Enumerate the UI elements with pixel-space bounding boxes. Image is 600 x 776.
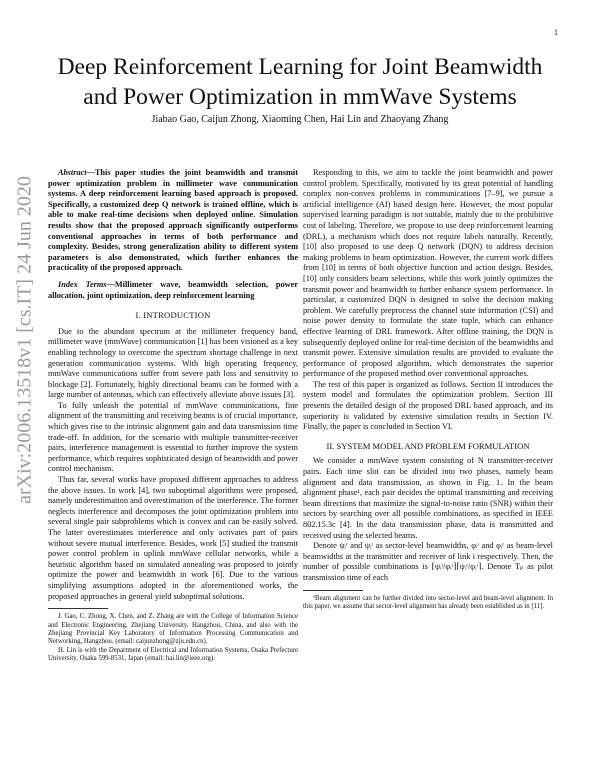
arxiv-stamp-text: arXiv:2006.13518v1 [cs.IT] 24 Jun 2020 xyxy=(13,176,36,504)
paragraph: To fully unleash the potential of mmWave communications, fine alignment of the transmitting and receiving beams is of crucial importance, which gives rise to the intrinsic alignment gain and data transmission time trade-off. In addition, for the scenario with multiple transmitter-receiver pairs, interference management is essential to further improve the system performance, which requires sophisticated design of beamwidth and power control mechanism. xyxy=(48,400,298,474)
section-heading-introduction: I. INTRODUCTION xyxy=(135,310,211,321)
abstract-label: Abstract xyxy=(58,168,87,177)
abstract xyxy=(48,168,298,274)
title-line-1: Deep Reinforcement Learning for Joint Beamwidth xyxy=(57,54,543,80)
left-column xyxy=(48,168,298,664)
paragraph: We consider a mmWave system consisting of N transmitter-receiver pairs. Each time slot can be divided into two phases, namely beam alignment and data transmission, as shown in Fig. 1. In the beam alignment phase¹, each pair decides the optimal transmitting and receiving beam directions that maximize the signal-to-noise ratio (SNR) within their sectors by searching over all possible combinations, as specified in IEEE 802.15.3c [4]. In the data transmission phase, data is transmitted and received using the selected beams. xyxy=(303,456,553,540)
index-terms-label: Index Terms xyxy=(58,279,107,289)
footnote: ¹Beam alignment can be further divided into sector-level and beam-level alignment. In this paper, we assume that sector-level alignment has already been established as in [11]. xyxy=(303,594,553,610)
paragraph: Responding to this, we aim to tackle the joint beamwidth and power control problem. Specifically, motivated by its great potential of handling complex non-convex problems in communications [7–9], we pursue a artificial intelligence (AI) based design here. However, the most popular supervised learning paradigm is not suitable, mainly due to the prohibitive cost of labeling. Therefore, we propose to use deep reinforcement learning (DRL), a mechanism which does not require labels naturally. Recently, [10] also proposed to use deep Q network (DQN) to address decision making problems in beam optimization. However, the current work differs from [10] in terms of both objective function and action design. Besides, [10] only considers beam selections, while this work jointly optimizes the transmit power and beamwidth to further enhance system performance. In particular, a customized DQN is designed to solve the decision making problem. We carefully preprocess the channel state information (CSI) and noise power density to formulate the state tuple, which can enhance effective learning of DRL framework. After offline training, the DQN is subsequently deployed online for real-time decision of the beamwidths and transmit power. Extensive simulation results are provided to evaluate the performance of proposed algorithm, which demonstrates the superior performance of the proposed method over conventional approaches. xyxy=(303,168,553,379)
section-heading-system-model: II. SYSTEM MODEL AND PROBLEM FORMULATION xyxy=(326,440,530,451)
page-number: 1 xyxy=(554,28,558,37)
right-column xyxy=(303,168,553,611)
paragraph: Thus far, several works have proposed different approaches to address the above issues. In work [4], two suboptimal algorithms were proposed, namely underestimation and overestimation of the interference. The former neglects interference and decomposes the joint optimization problem into several single pair subproblems which is convex and can be easily solved. The latter overestimates interference and only activates part of pairs without severe mutual interference. Besides, work [5] studied the transmit power control problem in uplink mmWave cellular networks, while a heuristic algorithm based on simulated annealing was proposed to jointly optimize the power and beamwidth in work [6]. Due to the various simplifying assumptions adopted in the aforementioned works, the proposed approaches in general yield suboptimal solutions. xyxy=(48,475,298,601)
footnote: J. Gao, C. Zhong, X. Chen, and Z. Zhang are with the College of Information Science and Electronic Engineering, Zhejiang University, Hangzhou, China, and also with the Zhejiang Provincial Key Laboratory of Information Processing Communication and Networking, Hangzhou. (email: caijunzhong@zju.edu.cn). xyxy=(48,613,298,646)
paragraph: Due to the abundant spectrum at the millimeter frequency band, millimeter wave (mmWave) communication [1] has been visioned as a key enabling technology to overcome the spectrum shortage challenge in next generation communication systems. With high operating frequency, mmWave communications suffer from severe path loss and sensitivity to blockage [2]. Fortunately, highly directional beams can be formed with a large number of antennas, which can effectively alleviate above issues [3]. xyxy=(48,326,298,400)
author-list: Jiabao Gao, Caijun Zhong, Xiaoming Chen, Hai Lin and Zhaoyang Zhang xyxy=(151,114,449,125)
paragraph: Denote ψᵢᵗ and ψᵢʳ as sector-level beamwidths, φᵢᵗ and φᵢʳ as beam-level beamwidths at the transmitter and receiver of link i respectively. Then, the number of possible combinations is ⌈ψᵢᵗ/φᵢᵗ⌉⌈ψᵢʳ/φᵢʳ⌉. Denote Tₚ as pilot transmission time of each xyxy=(303,541,553,582)
paper-title xyxy=(40,52,560,112)
paragraph: The rest of this paper is organized as follows. Section II introduces the system model and formulates the optimization problem. Section III presents the detailed design of the proposed DRL based approach, and its superiority is validated by extensive simulation results in Section IV. Finally, the paper is concluded in Section VI. xyxy=(303,379,553,432)
footnote: H. Lin is with the Department of Electrical and Information Systems, Osaka Prefecture University, Osaka 599-8531, Japan (email: hai.lin@ieee.org). xyxy=(48,646,298,663)
title-line-2: and Power Optimization in mmWave Systems xyxy=(83,84,517,110)
footnote-rule xyxy=(303,590,363,591)
footnote-rule xyxy=(48,608,108,609)
arxiv-stamp xyxy=(12,140,38,540)
index-terms xyxy=(48,280,298,301)
index-terms-text: —Millimeter wave, beamwidth selection, power allocation, joint optimization, deep reinforcement learning xyxy=(48,279,299,300)
abstract-text: —This paper studies the joint beamwidth and transmit power optimization problem in millimeter wave communication systems. A deep reinforcement learning based approach is proposed. Specifically, a customized deep Q network is trained offline, which is able to make real-time decisions when deployed online. Simulation results show that the proposed approach significantly outperforms conventional approaches in terms of both performance and complexity. Besides, strong generalization ability to different system parameters is also demonstrated, which further enhances the practicality of the proposed approach. xyxy=(48,168,298,273)
